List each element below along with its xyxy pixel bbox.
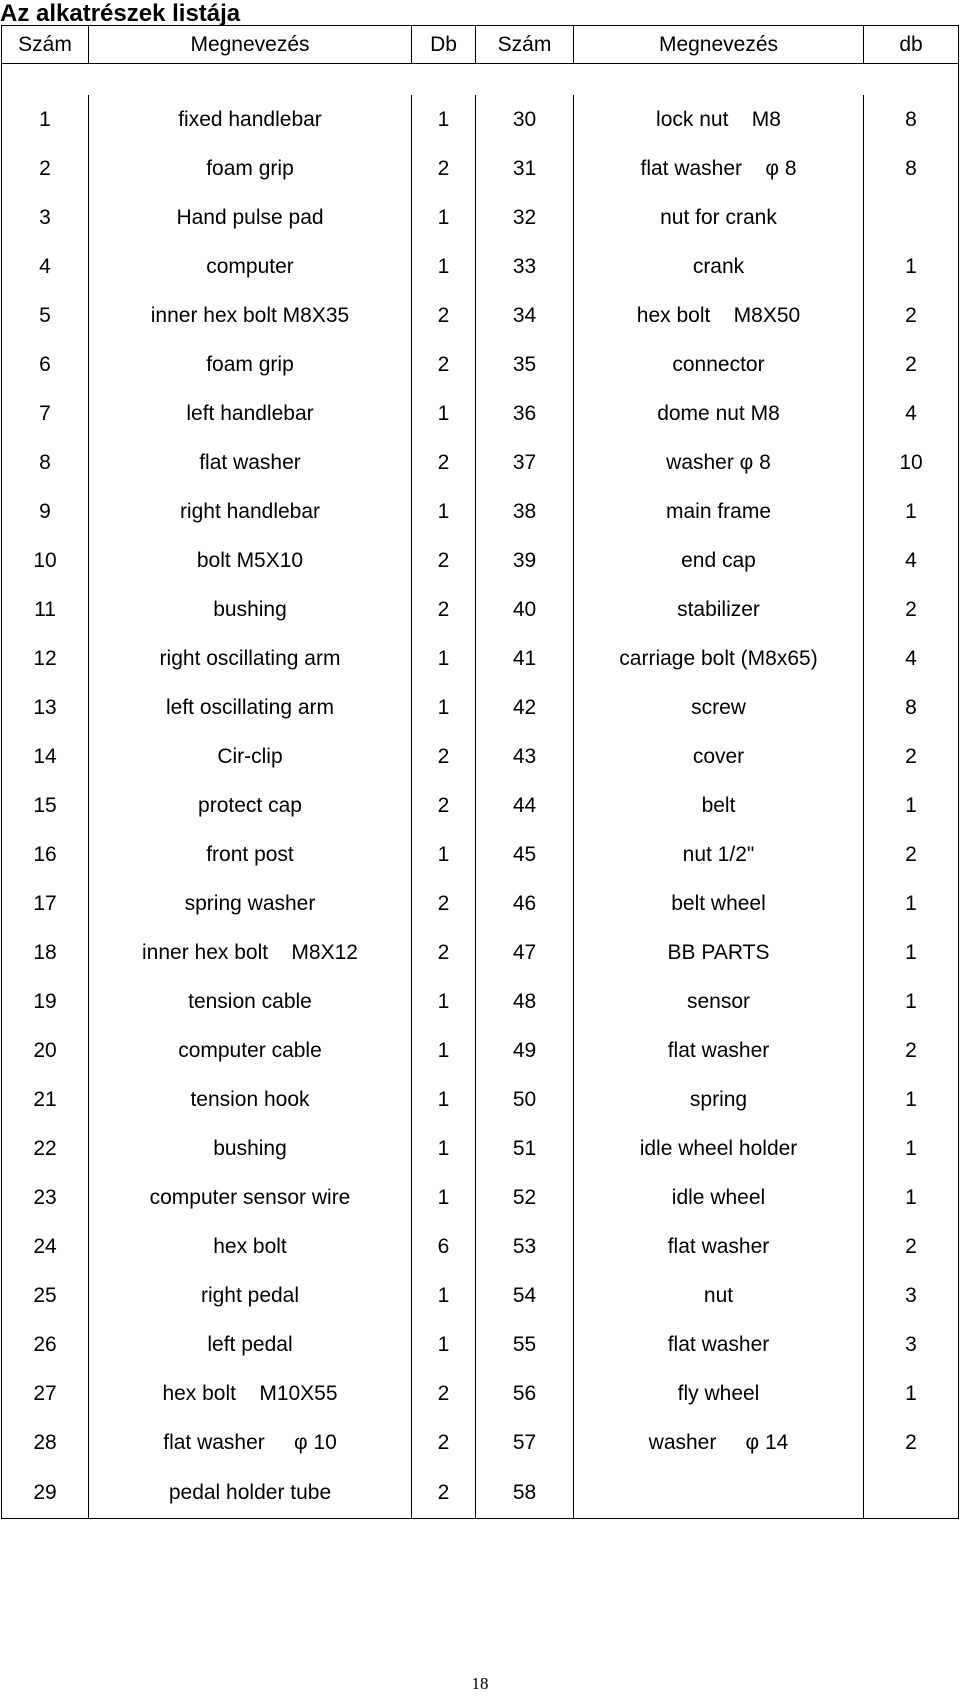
part-qty-right (864, 193, 959, 242)
part-qty-left: 1 (412, 389, 476, 438)
header-row (2, 26, 959, 64)
part-number-right: 31 (476, 144, 574, 193)
part-qty-right: 1 (864, 1369, 959, 1418)
part-name-left: fixed handlebar (89, 95, 412, 144)
part-qty-right: 1 (864, 487, 959, 536)
part-number-left: 13 (2, 683, 89, 732)
part-number-left: 17 (2, 879, 89, 928)
part-name-right: flat washer (574, 1320, 864, 1369)
part-name-right: crank (574, 242, 864, 291)
part-qty-right: 2 (864, 291, 959, 340)
part-number-left: 25 (2, 1271, 89, 1320)
part-name-left: Hand pulse pad (89, 193, 412, 242)
table-row (2, 438, 959, 487)
part-name-right: belt (574, 781, 864, 830)
part-qty-right: 1 (864, 879, 959, 928)
spacer-cell (89, 64, 412, 96)
part-qty-right: 1 (864, 1173, 959, 1222)
part-number-right: 37 (476, 438, 574, 487)
part-qty-left: 1 (412, 1271, 476, 1320)
part-number-right: 41 (476, 634, 574, 683)
part-qty-left: 1 (412, 1026, 476, 1075)
part-number-right: 56 (476, 1369, 574, 1418)
part-name-left: left pedal (89, 1320, 412, 1369)
part-name-left: inner hex bolt M8X12 (89, 928, 412, 977)
part-number-left: 15 (2, 781, 89, 830)
table-row (2, 1418, 959, 1467)
part-number-right: 52 (476, 1173, 574, 1222)
part-qty-right: 2 (864, 732, 959, 781)
part-number-right: 45 (476, 830, 574, 879)
part-qty-right: 1 (864, 977, 959, 1026)
part-qty-right: 2 (864, 1222, 959, 1271)
table-row (2, 879, 959, 928)
part-number-right: 42 (476, 683, 574, 732)
table-row (2, 732, 959, 781)
part-name-right: end cap (574, 536, 864, 585)
part-qty-right: 3 (864, 1271, 959, 1320)
part-name-right: nut 1/2" (574, 830, 864, 879)
part-qty-left: 2 (412, 438, 476, 487)
part-number-right: 43 (476, 732, 574, 781)
header-qty-right: db (864, 26, 959, 64)
part-name-left: right oscillating arm (89, 634, 412, 683)
table-row (2, 95, 959, 144)
part-number-right: 39 (476, 536, 574, 585)
part-number-right: 46 (476, 879, 574, 928)
part-name-left: protect cap (89, 781, 412, 830)
table-row (2, 389, 959, 438)
part-number-left: 8 (2, 438, 89, 487)
part-name-right: connector (574, 340, 864, 389)
part-qty-left: 1 (412, 830, 476, 879)
part-qty-left: 2 (412, 732, 476, 781)
part-name-left: left oscillating arm (89, 683, 412, 732)
part-number-right: 55 (476, 1320, 574, 1369)
part-name-right: spring (574, 1075, 864, 1124)
table-row (2, 781, 959, 830)
part-name-right: hex bolt M8X50 (574, 291, 864, 340)
part-name-right: cover (574, 732, 864, 781)
part-name-left: tension cable (89, 977, 412, 1026)
part-qty-right: 4 (864, 536, 959, 585)
part-qty-right: 1 (864, 1075, 959, 1124)
part-qty-left: 1 (412, 95, 476, 144)
part-name-right: belt wheel (574, 879, 864, 928)
part-number-left: 12 (2, 634, 89, 683)
part-name-right: lock nut M8 (574, 95, 864, 144)
part-qty-left: 2 (412, 144, 476, 193)
part-qty-left: 1 (412, 1075, 476, 1124)
part-number-left: 28 (2, 1418, 89, 1467)
part-qty-right: 8 (864, 683, 959, 732)
table-row (2, 144, 959, 193)
part-number-left: 11 (2, 585, 89, 634)
part-qty-right: 10 (864, 438, 959, 487)
table-row (2, 1124, 959, 1173)
part-name-left: tension hook (89, 1075, 412, 1124)
part-qty-right: 1 (864, 781, 959, 830)
part-number-right: 44 (476, 781, 574, 830)
part-name-left: flat washer φ 10 (89, 1418, 412, 1467)
part-qty-right: 2 (864, 1026, 959, 1075)
part-number-left: 29 (2, 1467, 89, 1519)
part-name-right: screw (574, 683, 864, 732)
part-number-left: 5 (2, 291, 89, 340)
part-name-left: spring washer (89, 879, 412, 928)
spacer-row (2, 64, 959, 96)
part-number-right: 32 (476, 193, 574, 242)
header-name-left: Megnevezés (89, 26, 412, 64)
part-number-right: 40 (476, 585, 574, 634)
part-number-left: 4 (2, 242, 89, 291)
part-name-right (574, 1467, 864, 1519)
part-name-left: bushing (89, 585, 412, 634)
part-name-left: computer cable (89, 1026, 412, 1075)
part-qty-left: 2 (412, 1418, 476, 1467)
parts-table (1, 25, 959, 1519)
part-name-left: inner hex bolt M8X35 (89, 291, 412, 340)
part-number-left: 21 (2, 1075, 89, 1124)
part-name-left: bushing (89, 1124, 412, 1173)
part-qty-left: 1 (412, 683, 476, 732)
part-name-left: Cir-clip (89, 732, 412, 781)
part-number-right: 54 (476, 1271, 574, 1320)
part-qty-left: 6 (412, 1222, 476, 1271)
part-number-left: 22 (2, 1124, 89, 1173)
part-number-left: 9 (2, 487, 89, 536)
part-number-right: 38 (476, 487, 574, 536)
part-qty-left: 2 (412, 781, 476, 830)
part-name-left: left handlebar (89, 389, 412, 438)
part-qty-right: 2 (864, 585, 959, 634)
part-number-right: 57 (476, 1418, 574, 1467)
table-row (2, 683, 959, 732)
part-qty-right: 2 (864, 830, 959, 879)
spacer-cell (2, 64, 89, 96)
part-qty-left: 1 (412, 977, 476, 1026)
part-name-left: foam grip (89, 340, 412, 389)
part-number-left: 14 (2, 732, 89, 781)
part-qty-left: 2 (412, 1467, 476, 1519)
part-name-right: flat washer (574, 1222, 864, 1271)
part-name-right: nut for crank (574, 193, 864, 242)
spacer-cell (864, 64, 959, 96)
part-name-left: foam grip (89, 144, 412, 193)
part-number-left: 23 (2, 1173, 89, 1222)
table-row (2, 487, 959, 536)
part-name-left: pedal holder tube (89, 1467, 412, 1519)
part-qty-right: 4 (864, 389, 959, 438)
table-row (2, 1467, 959, 1519)
part-name-right: stabilizer (574, 585, 864, 634)
part-qty-left: 1 (412, 242, 476, 291)
part-qty-right: 2 (864, 340, 959, 389)
part-number-right: 36 (476, 389, 574, 438)
part-name-right: flat washer (574, 1026, 864, 1075)
part-qty-right: 8 (864, 144, 959, 193)
part-qty-left: 2 (412, 340, 476, 389)
page-title: Az alkatrészek listája (0, 0, 241, 27)
part-name-left: right handlebar (89, 487, 412, 536)
part-number-left: 27 (2, 1369, 89, 1418)
header-name-right: Megnevezés (574, 26, 864, 64)
part-name-right: nut (574, 1271, 864, 1320)
part-qty-left: 1 (412, 1124, 476, 1173)
table-row (2, 1271, 959, 1320)
part-number-left: 20 (2, 1026, 89, 1075)
part-name-right: washer φ 14 (574, 1418, 864, 1467)
page-number: 18 (471, 1674, 489, 1693)
part-number-right: 48 (476, 977, 574, 1026)
part-qty-left: 1 (412, 1173, 476, 1222)
part-qty-left: 1 (412, 487, 476, 536)
table-row (2, 1222, 959, 1271)
part-name-right: carriage bolt (M8x65) (574, 634, 864, 683)
header-number-left: Szám (2, 26, 89, 64)
part-number-right: 50 (476, 1075, 574, 1124)
part-qty-right (864, 1467, 959, 1519)
table-row (2, 340, 959, 389)
part-number-left: 3 (2, 193, 89, 242)
table-row (2, 536, 959, 585)
part-qty-right: 3 (864, 1320, 959, 1369)
part-qty-left: 2 (412, 1369, 476, 1418)
part-name-right: dome nut M8 (574, 389, 864, 438)
part-number-right: 35 (476, 340, 574, 389)
part-number-right: 53 (476, 1222, 574, 1271)
part-name-left: hex bolt (89, 1222, 412, 1271)
part-name-right: washer φ 8 (574, 438, 864, 487)
table-row (2, 1369, 959, 1418)
part-number-left: 2 (2, 144, 89, 193)
spacer-cell (412, 64, 476, 96)
part-number-right: 47 (476, 928, 574, 977)
part-name-left: flat washer (89, 438, 412, 487)
part-qty-right: 1 (864, 1124, 959, 1173)
table-row (2, 634, 959, 683)
part-qty-left: 1 (412, 1320, 476, 1369)
table-row (2, 585, 959, 634)
table-row (2, 291, 959, 340)
part-name-right: fly wheel (574, 1369, 864, 1418)
part-number-left: 19 (2, 977, 89, 1026)
table-row (2, 1320, 959, 1369)
part-qty-left: 2 (412, 291, 476, 340)
part-name-left: front post (89, 830, 412, 879)
part-name-right: main frame (574, 487, 864, 536)
part-qty-left: 2 (412, 928, 476, 977)
part-number-left: 6 (2, 340, 89, 389)
part-qty-left: 2 (412, 879, 476, 928)
table-row (2, 928, 959, 977)
table-row (2, 242, 959, 291)
part-name-left: hex bolt M10X55 (89, 1369, 412, 1418)
part-number-right: 34 (476, 291, 574, 340)
spacer-cell (574, 64, 864, 96)
header-qty-left: Db (412, 26, 476, 64)
part-name-left: right pedal (89, 1271, 412, 1320)
spacer-cell (476, 64, 574, 96)
part-number-right: 51 (476, 1124, 574, 1173)
parts-body (2, 64, 959, 1519)
part-number-right: 58 (476, 1467, 574, 1519)
table-row (2, 1075, 959, 1124)
part-qty-right: 4 (864, 634, 959, 683)
part-name-right: idle wheel (574, 1173, 864, 1222)
part-number-left: 16 (2, 830, 89, 879)
part-number-left: 10 (2, 536, 89, 585)
table-row (2, 1026, 959, 1075)
part-name-right: flat washer φ 8 (574, 144, 864, 193)
part-number-right: 30 (476, 95, 574, 144)
part-qty-left: 1 (412, 634, 476, 683)
part-qty-right: 1 (864, 242, 959, 291)
part-name-right: idle wheel holder (574, 1124, 864, 1173)
part-name-left: computer (89, 242, 412, 291)
table-row (2, 977, 959, 1026)
header-number-right: Szám (476, 26, 574, 64)
part-qty-left: 2 (412, 536, 476, 585)
part-qty-right: 8 (864, 95, 959, 144)
part-qty-left: 2 (412, 585, 476, 634)
part-number-right: 49 (476, 1026, 574, 1075)
part-qty-right: 1 (864, 928, 959, 977)
part-name-right: sensor (574, 977, 864, 1026)
table-row (2, 830, 959, 879)
part-name-left: computer sensor wire (89, 1173, 412, 1222)
part-number-left: 24 (2, 1222, 89, 1271)
part-qty-left: 1 (412, 193, 476, 242)
part-name-right: BB PARTS (574, 928, 864, 977)
part-qty-right: 2 (864, 1418, 959, 1467)
part-name-left: bolt M5X10 (89, 536, 412, 585)
table-row (2, 1173, 959, 1222)
part-number-left: 7 (2, 389, 89, 438)
part-number-left: 18 (2, 928, 89, 977)
part-number-left: 1 (2, 95, 89, 144)
table-row (2, 193, 959, 242)
part-number-right: 33 (476, 242, 574, 291)
part-number-left: 26 (2, 1320, 89, 1369)
